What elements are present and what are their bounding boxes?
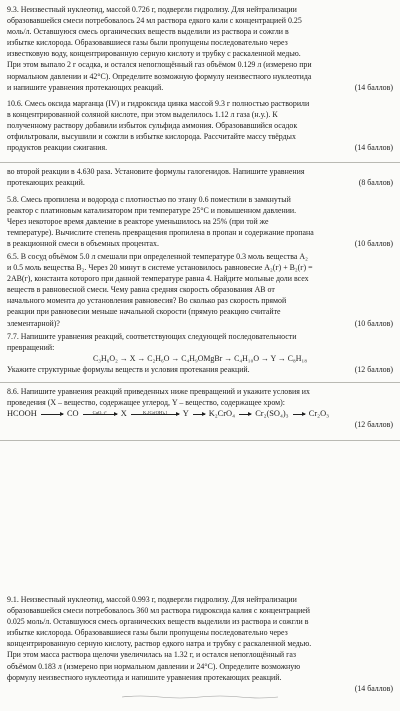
text-line: 10.6. Смесь оксида марганца (IV) и гидроксида цинка массой 9.3 г полностью растворили	[7, 99, 310, 108]
text-line: отфильтровали, высушили и сожгли в избытке кислорода. Рассчитайте массу твёрдых	[7, 132, 296, 142]
text-line: превращений:	[7, 343, 55, 353]
text-line: реакции при равновесии меньше начальной скорости (прямую реакцию считайте	[7, 307, 281, 317]
points-label: (12 баллов)	[354, 420, 393, 430]
text-line-content: и напишите уравнения протекающих реакций.	[7, 82, 164, 92]
text-line: образовавшейся смеси потребовалось 24 мл раствора едкого кали с концентрацией 0.25	[7, 16, 302, 26]
text-line: реактор с платиновым катализатором при температуре 25°С и повышенном давлении.	[7, 206, 297, 216]
points-label: (12 баллов)	[354, 365, 393, 375]
arrow-icon	[83, 409, 117, 415]
problem-9-3	[7, 4, 393, 93]
text-line	[7, 364, 393, 375]
problem-6-5	[7, 251, 393, 329]
text-line: При этом выпало 2 г осадка, и остался непоглощённый газ объёмом 0.129 л (измерено при	[7, 60, 312, 70]
page-divider	[0, 162, 400, 163]
text-line: полученному раствору добавили избыток сульфида аммония. Образовавшийся осадок	[7, 121, 298, 131]
chain-substance: Cr₂(SO₄)₃	[255, 409, 289, 419]
points-label: (14 баллов)	[354, 82, 393, 92]
chain-substance: Y	[182, 409, 189, 419]
text-line-content: элементарной)?	[7, 318, 60, 328]
text-line	[7, 177, 393, 188]
problem-8-6	[7, 386, 393, 430]
text-line-content: в реакционной смеси в объемных процентах.	[7, 239, 159, 249]
arrow-condition: K₂[Cr(OH)₆]	[143, 409, 167, 415]
text-line	[7, 82, 393, 93]
text-line: 9.3. Неизвестный нуклеотид, массой 0.726 г, подвергли гидролизу. Для нейтрализации	[7, 5, 297, 14]
arrow-icon	[131, 409, 179, 415]
reaction-scheme: C₃H₆O₂ → X → C₂H₆O → C₄H₉OMgBr → C₄H₁₀O → Y → C₈H₁₈	[92, 354, 308, 364]
arrow-icon	[239, 414, 251, 415]
points-label: (8 баллов)	[358, 178, 393, 188]
text-line: веществ в равновесной смеси. Чему равна средняя скорость образования АВ от	[7, 285, 275, 295]
chain-substance: HCOOH	[7, 409, 37, 419]
points-label: (10 баллов)	[354, 318, 393, 328]
reaction-chain	[7, 408, 393, 419]
text-line: и 0.5 моль вещества В₂. Через 20 минут в системе установилось равновесие А₂(г) + В₂(г) =	[7, 263, 313, 273]
chain-substance: CO	[66, 409, 79, 419]
text-line: проведения (Х – вещество, содержащее углерод, Y – вещество, содержащее хром):	[7, 398, 285, 408]
text-line: 5.8. Смесь пропилена и водорода с плотностью по этану 0.6 поместили в замкнутый	[7, 195, 291, 204]
text-line: моль/л. Оставшуюся смесь органических веществ выделили из раствора и сожгли в	[7, 27, 289, 37]
arrow-icon	[41, 414, 63, 415]
text-line	[7, 238, 393, 249]
text-line: избытке кислорода. Образовавшиеся газы были пропущены последовательно через	[7, 38, 288, 48]
text-line: 2АВ(г), константа которого при данной температуре равна 4. Найдите мольные доли всех	[7, 274, 309, 284]
problem-5-8	[7, 194, 393, 249]
page-divider	[0, 440, 400, 441]
text-line: избытке кислорода. Образовавшиеся газы были пропущены последовательно через	[7, 628, 288, 638]
text-line: концентрированную серную кислоту, раствор едкого натра и трубку с раскаленной медью.	[7, 639, 312, 649]
text-line: нормальном давлении и 42°С). Определите возможную формулу неизвестного нуклеотида	[7, 71, 312, 81]
points-label: (14 баллов)	[354, 143, 393, 153]
text-line: При этом масса раствора щелочи увеличилась на 1.32 г, и остался непоглощённый газ	[7, 650, 296, 660]
text-line: 7.7. Напишите уравнения реакций, соответствующих следующей последовательности	[7, 332, 297, 341]
text-line: начального момента до установления равновесия? Во сколько раз скорость прямой	[7, 296, 287, 306]
problem-10-6	[7, 98, 393, 153]
text-line-content: Укажите структурные формулы веществ и условия протекания реакций.	[7, 365, 250, 375]
text-line: известковую воду, концентрированную серную кислоту и трубку с раскаленной медью.	[7, 49, 301, 59]
text-line: в концентрированной соляной кислоте, при этом выделилось 1.12 л газа (н.у.). К	[7, 110, 278, 120]
text-line: температуре). Вычислите степень превращения пропилена в пропан и содержание пропана	[7, 228, 314, 238]
problem-fragment	[7, 166, 393, 188]
text-line-content: протекающих реакций.	[7, 178, 85, 188]
page-divider	[0, 382, 400, 383]
text-line: 6.5. В сосуд объёмом 5.0 л смешали при определенной температуре 0.3 моль вещества А₂	[7, 252, 308, 261]
chain-substance: Cr₂O₃	[308, 409, 330, 419]
problem-7-7	[7, 331, 393, 375]
text-line-content: продуктов реакции сжигания.	[7, 143, 108, 153]
arrow-condition: CuO, t°	[92, 409, 107, 415]
arrow-icon	[293, 414, 305, 415]
text-line: 8.6. Напишите уравнения реакций приведенных ниже превращений и укажите условия их	[7, 387, 310, 396]
problem-9-1	[7, 594, 393, 694]
text-line: во второй реакции в 4.630 раза. Установите формулы галогенидов. Напишите уравнения	[7, 167, 305, 176]
chain-substance: X	[120, 409, 127, 419]
text-line	[7, 142, 393, 153]
text-line: Через некоторое время давление в реакторе уменьшилось на 25% (при той же	[7, 217, 269, 227]
arrow-icon	[193, 414, 205, 415]
scan-mark	[120, 694, 280, 700]
chain-substance: K₂CrO₄	[208, 409, 235, 419]
text-line: 9.1. Неизвестный нуклеотид, массой 0.993 г, подвергли гидролизу. Для нейтрализации	[7, 595, 297, 604]
points-label: (14 баллов)	[354, 683, 393, 693]
text-line: 0.025 моль/л. Оставшуюся смесь органических веществ выделили из раствора и сожгли в	[7, 617, 309, 627]
text-line: образовавшейся смеси потребовалось 360 мл раствора гидроксида калия с концентрацией	[7, 606, 311, 616]
text-line: объёмом 0.183 л (измерено при нормальном давлении и 24°С). Определите возможную	[7, 661, 301, 671]
text-line	[7, 318, 393, 329]
points-label: (10 баллов)	[354, 239, 393, 249]
text-line: формулу неизвестного нуклеотида и напишите уравнения протекающих реакций.	[7, 672, 282, 682]
